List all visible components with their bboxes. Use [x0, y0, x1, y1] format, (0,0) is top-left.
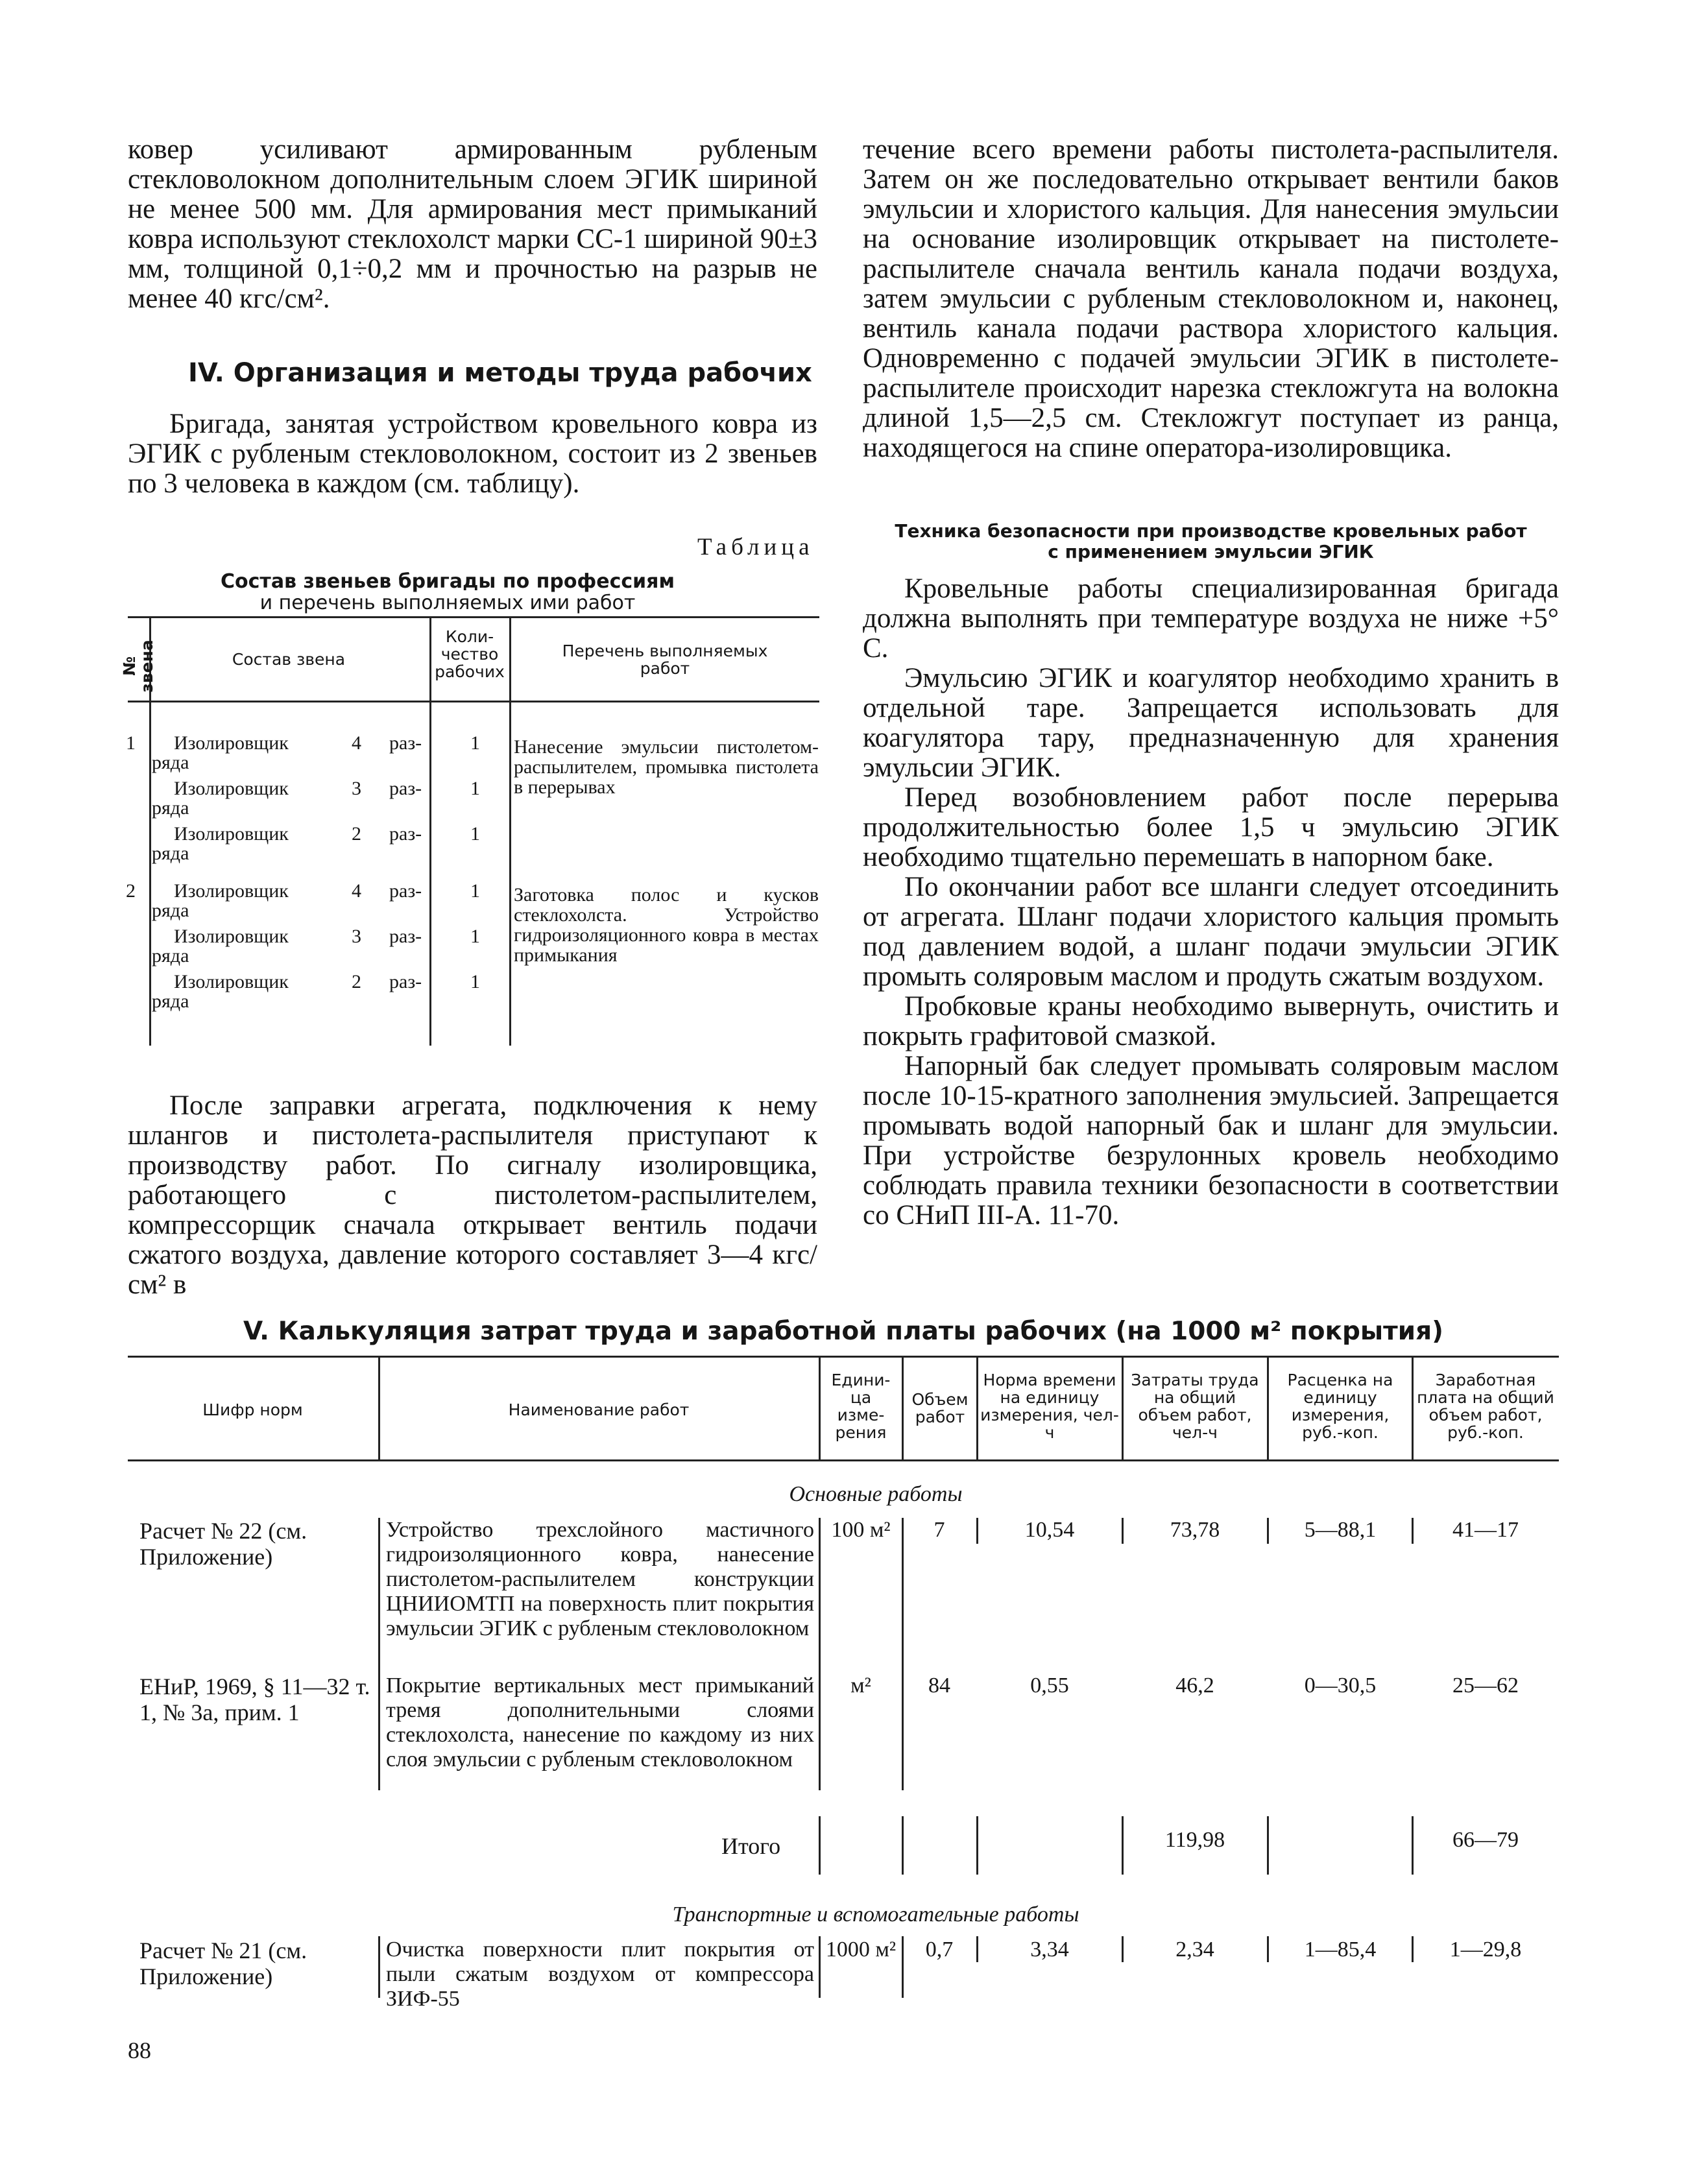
row-rate: 0—30,5 — [1304, 1674, 1377, 1698]
row-count: 1 — [470, 778, 480, 799]
row-unit: 100 м² — [831, 1518, 891, 1542]
table-rule — [128, 1356, 1559, 1358]
header-rate: Расценка на единицу измерения, руб.-коп. — [1287, 1371, 1393, 1442]
row-volume: 7 — [933, 1518, 945, 1542]
works-group-2: Заготовка полос и кусков стеклохолста. Устройство гидроизоляционного ковра в местах примыкания — [514, 884, 819, 966]
row-labor: 2,34 — [1175, 1938, 1214, 1962]
table-rule — [819, 1518, 821, 1790]
row-grade: 4 — [352, 732, 361, 754]
row-prof: Изолировщик — [174, 880, 289, 902]
left-para-2 — [128, 409, 817, 499]
paragraph: ковер усиливают армированным рубленым стекловолокном дополнительным слоем ЭГИК шириной не менее 500 мм. Для армирования мест примыканий ковра используют стеклохолст марки СС-1 шириной 90±3 мм, толщиной 0,1÷0,2 мм и прочностью на разрыв не менее 40 кгс/см². — [128, 134, 817, 314]
row-grade: 3 — [352, 926, 361, 947]
table-rule — [1412, 1816, 1414, 1875]
row-suffix: раз- — [389, 778, 422, 799]
row-code: Расчет № 21 (см. Приложение) — [139, 1938, 307, 1989]
row-prof: Изолировщик — [174, 926, 289, 947]
row-suffix: раз- — [389, 926, 422, 947]
header-volume: Объем работ — [911, 1390, 969, 1426]
paragraph: Кровельные работы специализированная бригада должна выполнять при температуре воздуха не ниже +5° С. — [863, 573, 1559, 664]
row-unit: 1000 м² — [825, 1938, 897, 1962]
safety-title — [863, 521, 1559, 562]
row-code: Расчет № 22 (см. Приложение) — [139, 1518, 307, 1570]
row-count: 1 — [470, 926, 480, 947]
row-num: 1 — [126, 732, 136, 754]
table-title-line-2: и перечень выполняемых ими работ — [259, 592, 636, 614]
row-wage: 41—17 — [1452, 1518, 1519, 1542]
row-volume: 0,7 — [925, 1938, 954, 1962]
header-wage: Заработная плата на общий объем работ, руб.-коп. — [1417, 1371, 1554, 1442]
paragraph: Пробковые краны необходимо вывернуть, очистить и покрыть графитовой смазкой. — [863, 991, 1559, 1051]
row-suffix: раз- — [389, 732, 422, 754]
group-main: Основные работы — [789, 1482, 963, 1506]
table-rule — [1267, 1357, 1269, 1459]
header-unit: Едини- ца изме- рения — [831, 1371, 891, 1442]
row-volume: 84 — [928, 1674, 950, 1698]
row-cont: ряда — [152, 752, 189, 773]
table-title — [182, 571, 714, 614]
table-rule — [378, 1518, 380, 1790]
header-labor: Затраты труда на общий объем работ, чел-ч — [1131, 1371, 1259, 1442]
header-works-1: Перечень выполняемых — [562, 642, 768, 660]
total-wage: 66—79 — [1452, 1828, 1519, 1852]
paragraph: Эмульсию ЭГИК и коагулятор необходимо хранить в отдельной таре. Запрещается использовать для коагулятора тару, предназначенную для хранения эмульсии ЭГИК. — [863, 663, 1559, 783]
table-rule — [1412, 1518, 1414, 1544]
row-cont: ряда — [152, 797, 189, 819]
safety-title-line-2: с применением эмульсии ЭГИК — [1048, 541, 1374, 562]
row-wage: 25—62 — [1452, 1674, 1519, 1698]
paragraph: Перед возобновлением работ после перерыва продолжительностью более 1,5 ч эмульсию ЭГИК необходимо тщательно перемешать в напорном баке. — [863, 782, 1559, 872]
row-prof: Изолировщик — [174, 778, 289, 799]
header-norm: Норма времени на единицу измерения, чел-ч — [980, 1371, 1119, 1442]
total-label: Итого — [721, 1833, 781, 1859]
paragraph: Напорный бак следует промывать соляровым маслом после 10-15-кратного заполнения эмульсией. Запрещается промывать водой напорный бак и шланг для эмульсии. При устройстве безрулонных кровель необходимо соблюдать правила техники безопасности в соответствии со СНиП III-А. 11-70. — [863, 1051, 1559, 1230]
section-5-title: V. Калькуляция затрат труда и заработной платы рабочих (на 1000 м² покрытия) — [243, 1317, 1443, 1346]
header-count — [431, 628, 508, 680]
row-labor: 73,78 — [1170, 1518, 1220, 1542]
table-rule — [1412, 1936, 1414, 1962]
table-rule — [128, 701, 819, 702]
table-title-line-1: Состав звеньев бригады по профессиям — [221, 570, 675, 593]
row-suffix: раз- — [389, 880, 422, 902]
row-count: 1 — [470, 971, 480, 992]
row-suffix: раз- — [389, 971, 422, 992]
row-rate: 1—85,4 — [1304, 1938, 1377, 1962]
row-count: 1 — [470, 823, 480, 845]
safety-title-line-1: Техника безопасности при производстве кровельных работ — [895, 520, 1527, 542]
table-rule — [902, 1816, 904, 1875]
left-para-1 — [128, 135, 817, 314]
header-works — [512, 642, 817, 677]
row-name: Устройство трехслойного мастичного гидроизоляционного ковра, нанесение пистолетом-распылителем конструкции ЦНИИОМТП на поверхность плит покрытия эмульсии ЭГИК с рубленым стекловолокном — [386, 1518, 814, 1640]
row-grade: 2 — [352, 823, 361, 845]
table-rule — [976, 1357, 978, 1459]
total-labor: 119,98 — [1164, 1828, 1225, 1852]
row-grade: 3 — [352, 778, 361, 799]
table-rule — [509, 618, 511, 1046]
table-label: Таблица — [697, 534, 814, 560]
row-wage: 1—29,8 — [1449, 1938, 1522, 1962]
row-num: 2 — [126, 880, 136, 902]
works-group-1: Нанесение эмульсии пистолетом-распылителем, промывка пистолета в перерывах — [514, 736, 819, 798]
row-unit: м² — [850, 1674, 871, 1698]
row-grade: 4 — [352, 880, 361, 902]
header-works-2: работ — [640, 659, 690, 678]
table-rule — [819, 1816, 821, 1875]
row-prof: Изолировщик — [174, 732, 289, 754]
table-rule — [1267, 1816, 1269, 1875]
paragraph: После заправки агрегата, подключения к нему шлангов и пистолета-распылителя приступают к производству работ. По сигналу изолировщика, работающего с пистолетом-распылителем, компрессорщик сначала открывает вентиль подачи сжатого воздуха, давление которого составляет 3—4 кгс/см² в — [128, 1090, 817, 1300]
table-rule — [976, 1816, 978, 1875]
row-name: Очистка поверхности плит покрытия от пыли сжатым воздухом от компрессора ЗИФ-55 — [386, 1938, 814, 2011]
row-code: ЕНиР, 1969, § 11—32 т. 1, № 3а, прим. 1 — [139, 1674, 370, 1725]
row-grade: 2 — [352, 971, 361, 992]
table-rule — [902, 1518, 904, 1790]
page-number: 88 — [128, 2037, 151, 2063]
header-count-1: Коли- — [445, 627, 494, 646]
table-rule — [128, 1459, 1559, 1461]
header-composition: Состав звена — [232, 650, 346, 669]
right-para-1 — [863, 135, 1559, 463]
row-norm: 10,54 — [1024, 1518, 1075, 1542]
row-prof: Изолировщик — [174, 823, 289, 845]
group-aux: Транспортные и вспомогательные работы — [672, 1902, 1079, 1926]
table-rule — [429, 618, 431, 1046]
table-rule — [819, 1357, 821, 1459]
table-rule — [902, 1357, 904, 1459]
paragraph: По окончании работ все шланги следует отсоединить от агрегата. Шланг подачи хлористого кальция промыть под давлением водой, а шланг подачи эмульсии ЭГИК промыть соляровым маслом и продуть сжатым воздухом. — [863, 872, 1559, 992]
table-rule — [128, 616, 819, 618]
row-prof: Изолировщик — [174, 971, 289, 992]
row-suffix: раз- — [389, 823, 422, 845]
row-rate: 5—88,1 — [1304, 1518, 1377, 1542]
header-count-2: чество — [440, 645, 499, 664]
row-cont: ряда — [152, 990, 189, 1012]
left-para-3 — [128, 1091, 817, 1300]
row-norm: 3,34 — [1030, 1938, 1069, 1962]
section-4-title: IV. Организация и методы труда рабочих — [188, 358, 812, 388]
row-cont: ряда — [152, 900, 189, 921]
paragraph: Бригада, занятая устройством кровельного ковра из ЭГИК с рубленым стекловолокном, состоит из 2 звеньев по 3 человека в каждом (см. таблицу). — [128, 409, 817, 499]
row-cont: ряда — [152, 843, 189, 864]
row-count: 1 — [470, 732, 480, 754]
table-rule — [1412, 1357, 1414, 1459]
table-rule — [378, 1936, 380, 1998]
row-count: 1 — [470, 880, 480, 902]
row-name: Покрытие вертикальных мест примыканий тремя дополнительными слоями стеклохолста, нанесение по каждому из них слоя эмульсии с рубленым стекловолокном — [386, 1674, 814, 1771]
row-cont: ряда — [152, 945, 189, 966]
row-norm: 0,55 — [1030, 1674, 1069, 1698]
header-num: № звена — [120, 640, 156, 693]
safety-paragraphs — [863, 574, 1559, 1230]
header-name: Наименование работ — [508, 1400, 690, 1419]
header-code: Шифр норм — [202, 1400, 303, 1419]
table-rule — [1122, 1357, 1124, 1459]
row-labor: 46,2 — [1175, 1674, 1214, 1698]
paragraph: течение всего времени работы пистолета-распылителя. Затем он же последовательно открывает вентили баков эмульсии и хлористого кальция. Для нанесения эмульсии на основание изолировщик открывает на пистолете-распылителе сначала вентиль канала подачи воздуха, затем эмульсии с рубленым стекловолокном и, наконец, вентиль канала подачи раствора хлористого кальция. Одновременно с подачей эмульсии ЭГИК в пистолете-распылителе происходит нарезка стекложгута на волокна длиной 1,5—2,5 см. Стекложгут поступает из ранца, находящегося на спине оператора-изолировщика. — [863, 134, 1559, 463]
header-count-3: рабочих — [435, 662, 505, 681]
